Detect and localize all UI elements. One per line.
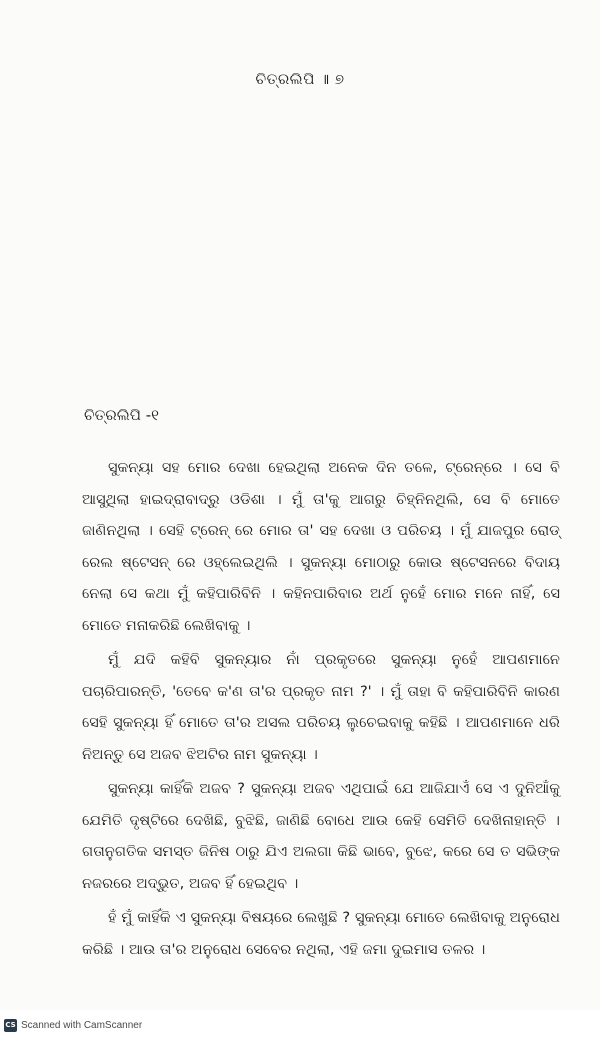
section-title: ଚିତ୍ରଲିପି -୧ xyxy=(84,406,159,424)
paragraph-2: ମୁଁ ଯଦି କହିବି ସୁକନ୍ୟାର ନାଁ ପ୍ରକୃତରେ ସୁକନ୍ୟା ନୁହେଁ ଆପଣମାନେ ପଚାରିପାରନ୍ତି, 'ତେବେ କ'ଣ ତା'ର ପ୍ରକୃତ ନାମ ?' । ମୁଁ ତାହା ବି କହିପାରିବିନି କାରଣ ସେହି ସୁକନ୍ୟା ହିଁ ମୋତେ ତା'ର ଅସଲ ପରିଚୟ ଲୁଚେଇବାକୁ କହିଛି । ଆପଣମାନେ ଧରି ନିଅନ୍ତୁ ସେ ଅଜବ ଝିଅଟିର ନାମ ସୁକନ୍ୟା । xyxy=(82,651,560,763)
scanner-watermark-text: Scanned with CamScanner xyxy=(21,1020,143,1031)
running-header: ଚିତ୍ରଲିପି ॥ ୭ xyxy=(255,70,345,88)
body-text xyxy=(82,452,560,968)
paragraph-4: ହଁ ମୁଁ କାହିଁକି ଏ ସୁକନ୍ୟା ବିଷୟରେ ଲେଖୁଛି ? ସୁକନ୍ୟା ମୋତେ ଲେଖିବାକୁ ଅନୁରୋଧ କରିଛି । ଆଉ ତା'ର ଅନୁରୋଧ ସେବେର ନଥିଲା, ଏହି ଜମା ଦୁଇମାସ ତଳର । xyxy=(82,909,560,958)
camscanner-logo-icon: CS xyxy=(4,1019,17,1032)
paragraph-1: ସୁକନ୍ୟା ସହ ମୋର ଦେଖା ହେଇଥିଲା ଅନେକ ଦିନ ତଳେ, ଟ୍ରେନ୍‌ରେ । ସେ ବି ଆସୁଥିଲା ହାଇଦ୍ରାବାଦ୍‌ରୁ ଓଡିଶା । ମୁଁ ତା'କୁ ଆଗରୁ ଚିହ୍ନିନଥିଲି, ସେ ବି ମୋତେ ଜାଣିନଥିଲା । ସେହି ଟ୍ରେନ୍ ରେ ମୋର ତା' ସହ ଦେଖା ଓ ପରିଚୟ । ମୁଁ ଯାଜପୁର ରୋଡ୍ ରେଲ ଷ୍ଟେସନ୍ ରେ ଓହ୍ଲେଇଥିଲି । ସୁକନ୍ୟା ମୋଠାରୁ କୋଉ ଷ୍ଟେସନରେ ବିଦାୟ ନେଲା ସେ କଥା ମୁଁ କହିପାରିବିନି । କହିନପାରିବାର ଅର୍ଥ ନୁହେଁ ମୋର ମନେ ନାହିଁ, ସେ ମୋତେ ମନାକରିଛି ଲେଖିବାକୁ । xyxy=(82,459,560,634)
scanner-watermark xyxy=(0,1010,600,1040)
paragraph-3: ସୁକନ୍ୟା କାହିଁକି ଅଜବ ? ସୁକନ୍ୟା ଅଜବ ଏଥିପାଇଁ ଯେ ଆଜିଯାଏଁ ସେ ଏ ଦୁନିଆଁକୁ ଯେମିତି ଦୃଷ୍ଟିରେ ଦେଖିଛି, ବୁଝିଛି, ଜାଣିଛି ବୋଧେ ଆଉ କେହି ସେମିତି ଦେଖିନାହାନ୍ତି । ଗତାନୁଗତିକ ସମସ୍ତ ଜିନିଷ ଠାରୁ ଯିଏ ଅଲଗା କିଛି ଭାବେ, ବୁଝେ, କରେ ସେ ତ ସଭିଙ୍କ ନଜରରେ ଅଦ୍ଭୁତ, ଅଜବ ହିଁ ହେଇଥିବ । xyxy=(82,780,560,892)
